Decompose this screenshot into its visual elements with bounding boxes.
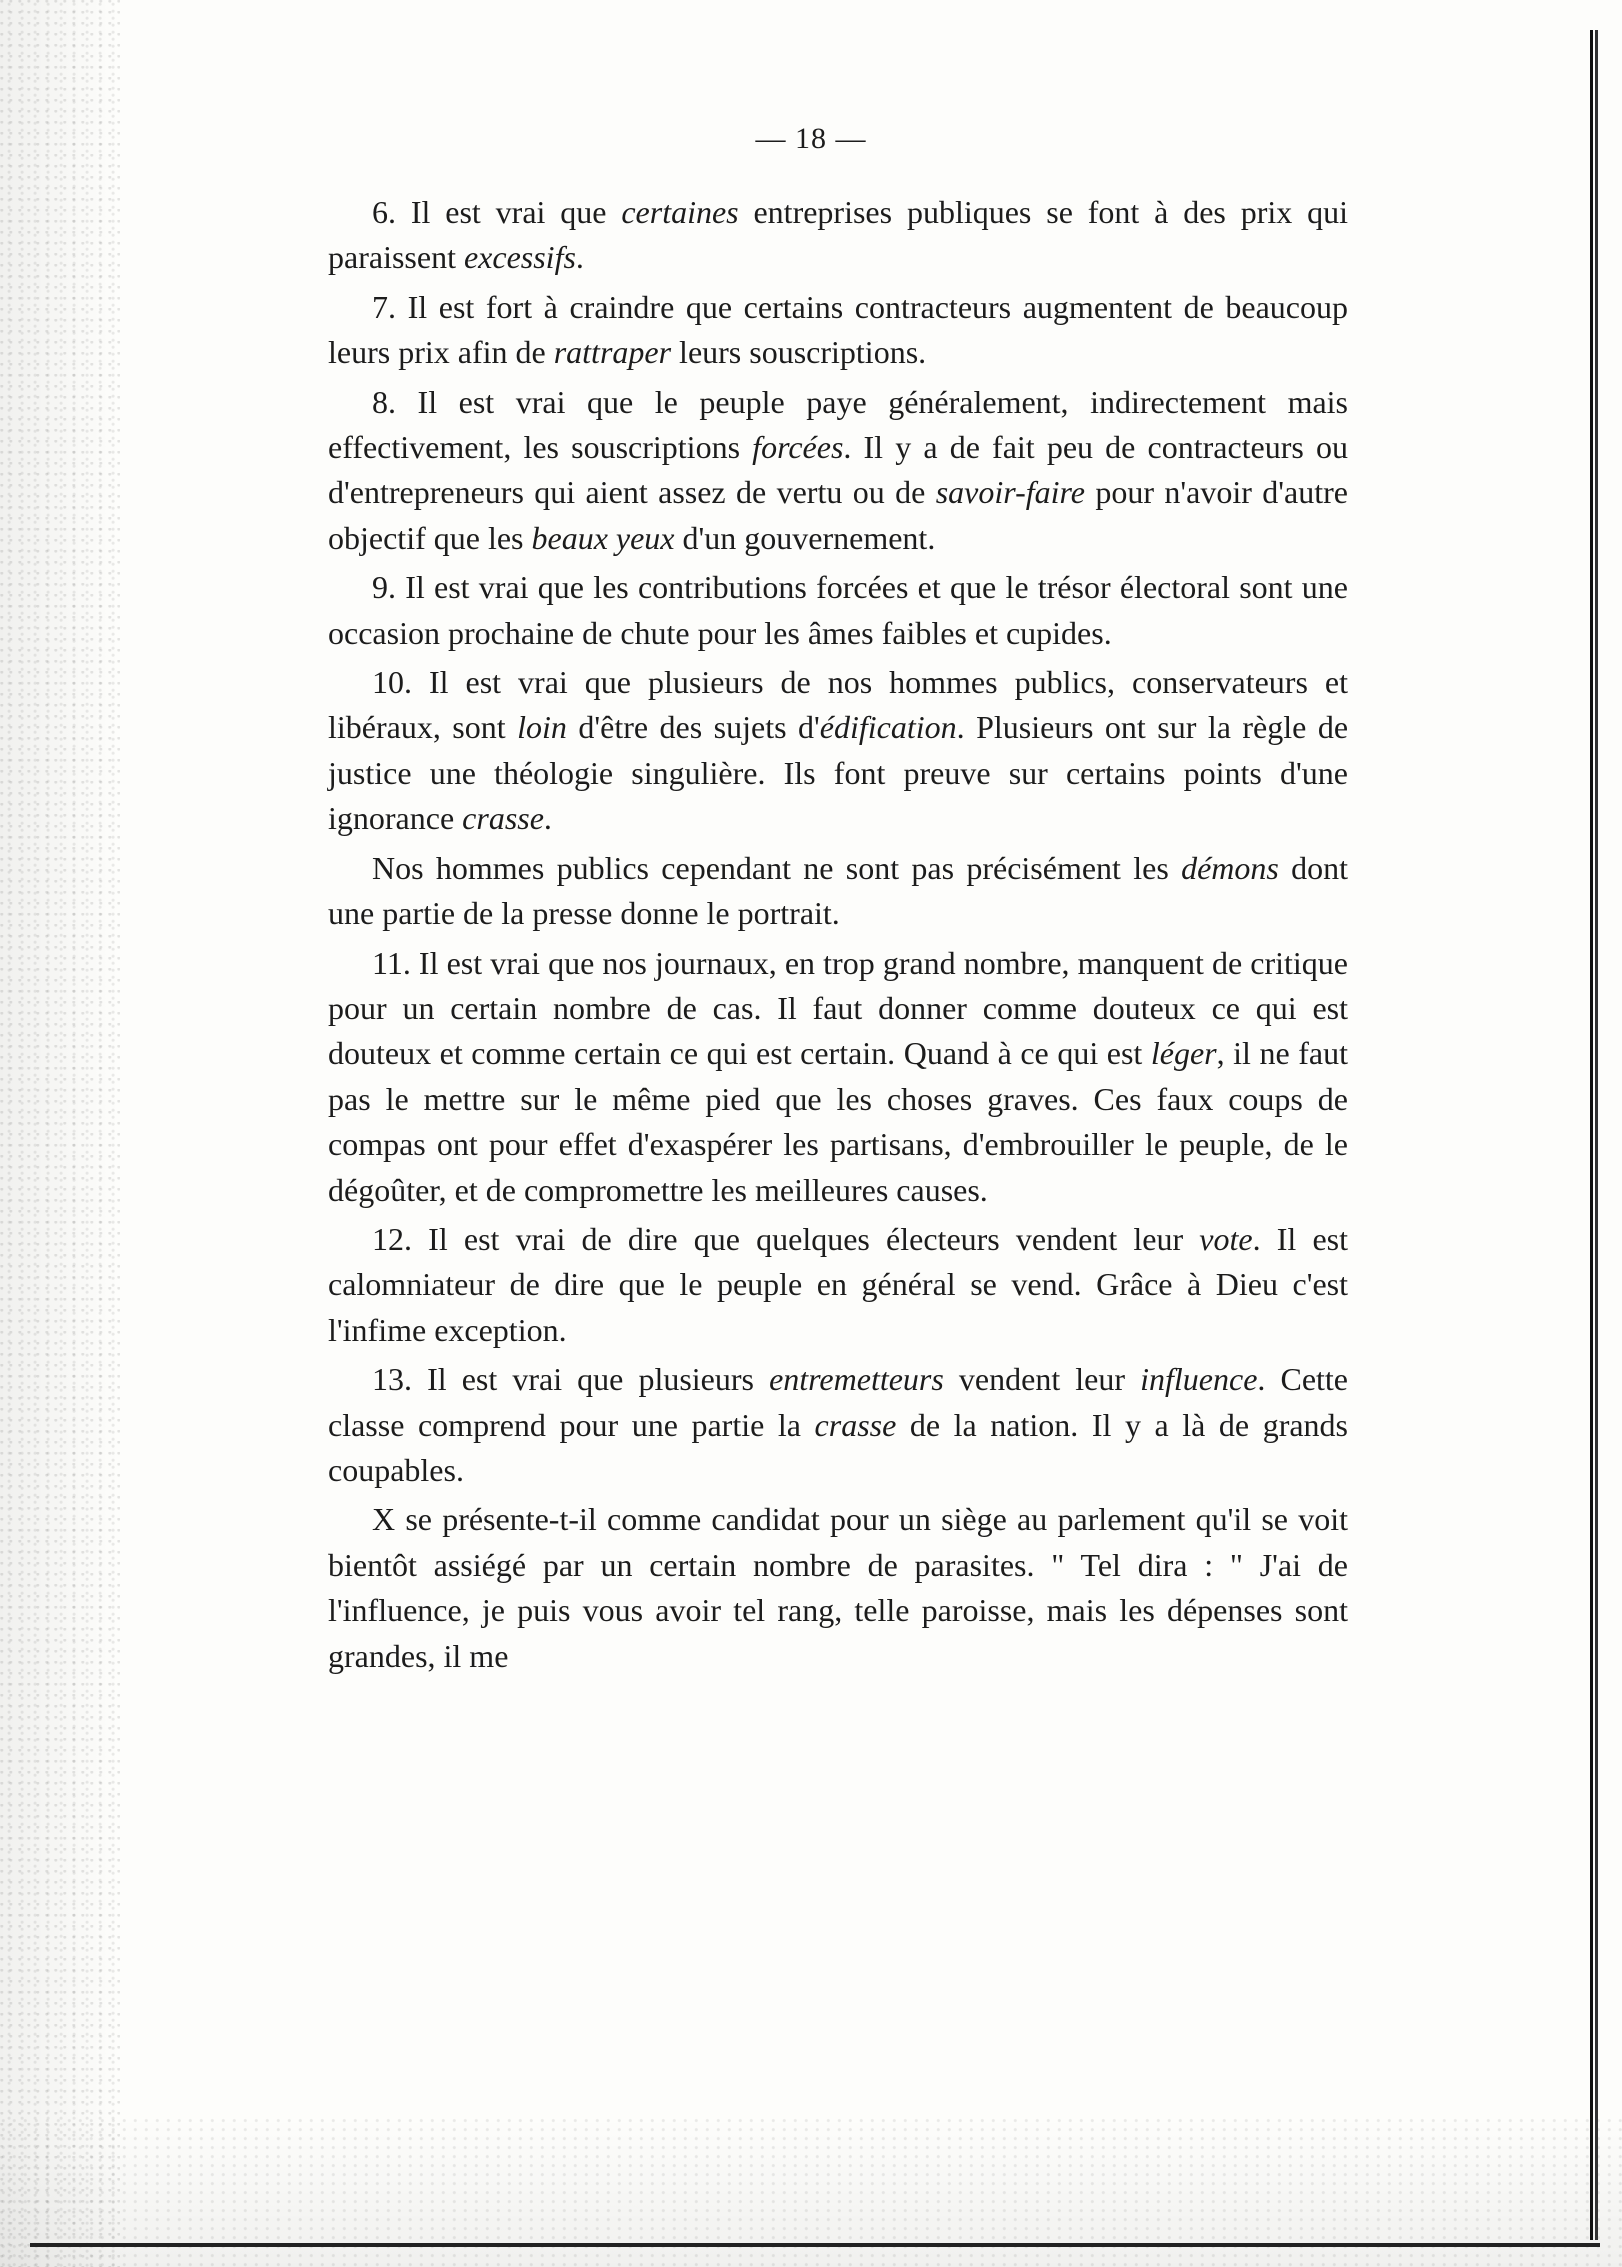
- text-run: 12. Il est vrai de dire que quelques électeurs vendent leur: [372, 1220, 1200, 1257]
- text-run: 9. Il est vrai que les contributions forcées et que le trésor électoral sont une occasion prochaine de chute pour les âmes faibles et cupides.: [328, 569, 1348, 651]
- paragraph: [328, 190, 1348, 281]
- text-run: d'être des sujets d': [566, 709, 820, 746]
- italic-text: crasse: [462, 800, 544, 837]
- paragraph: [328, 285, 1348, 376]
- text-run: . Cette classe comprend pour une partie la: [328, 1361, 1348, 1443]
- text-run: pour n'avoir d'autre objectif que les: [328, 474, 1349, 556]
- italic-text: démons: [1181, 849, 1279, 886]
- italic-text: loin: [517, 709, 567, 746]
- text-run: de la nation. Il y a là de grands coupables.: [328, 1406, 1348, 1488]
- text-run: 6. Il est vrai que: [372, 194, 622, 230]
- bottom-edge-line: [30, 2243, 1600, 2247]
- text-run: leurs souscriptions.: [671, 334, 927, 371]
- text-run: . Plusieurs ont sur la règle de justice une théologie singulière. Ils font preuve sur certains points d'une ignorance: [328, 709, 1349, 837]
- italic-text: forcées: [752, 429, 844, 466]
- italic-text: entremetteurs: [769, 1361, 944, 1398]
- text-run: . Il est calomniateur de dire que le peuple en général se vend. Grâce à Dieu c'est l'infime exception.: [328, 1220, 1349, 1348]
- body-text: [328, 190, 1348, 1679]
- italic-text: certaines: [621, 194, 739, 230]
- text-run: dont une partie de la presse donne le portrait.: [328, 849, 1349, 932]
- binding-edge-line: [1590, 30, 1598, 2240]
- italic-text: beaux yeux: [531, 519, 675, 556]
- paragraph: [328, 941, 1348, 1213]
- paragraph: [328, 846, 1348, 937]
- text-run: X se présente-t-il comme candidat pour un siège au parlement qu'il se voit bientôt assiégé par un certain nombre de parasites. " Tel dira : " J'ai de l'influence, je puis vous avoir tel rang, telle paroisse, mais les dépenses sont grandes, il me: [328, 1501, 1348, 1674]
- paragraph: [328, 380, 1348, 562]
- text-run: 10. Il est vrai que plusieurs de nos hommes publics, conservateurs et libéraux, sont: [328, 664, 1348, 746]
- text-run: 8. Il est vrai que le peuple paye généralement, indirectement mais effectivement, les souscriptions: [328, 383, 1348, 466]
- text-run: 11. Il est vrai que nos journaux, en trop grand nombre, manquent de critique pour un certain nombre de cas. Il faut donner comme douteux ce qui est douteux et comme certain ce qui est certain. Quand à ce qui est: [328, 944, 1348, 1072]
- paragraph: [328, 660, 1348, 842]
- text-run: . Il y a de fait peu de contracteurs ou d'entrepreneurs qui aient assez de vertu ou de: [328, 429, 1349, 511]
- italic-text: rattraper: [553, 334, 672, 371]
- italic-text: excessifs: [463, 239, 576, 276]
- paragraph: [328, 1217, 1348, 1353]
- text-run: entreprises publiques se font à des prix qui paraissent: [328, 194, 1349, 276]
- text-run: 13. Il est vrai que plusieurs: [372, 1361, 770, 1398]
- margin-speckle: [0, 0, 120, 2267]
- italic-text: influence: [1140, 1361, 1258, 1398]
- italic-text: édification: [819, 709, 957, 746]
- text-run: vendent leur: [943, 1361, 1141, 1398]
- paragraph: [328, 565, 1348, 656]
- page-number: — 18 —: [755, 122, 867, 155]
- text-run: .: [575, 239, 584, 276]
- text-run: .: [543, 800, 552, 837]
- text-run: d'un gouvernement.: [674, 519, 936, 556]
- paragraph: [328, 1497, 1348, 1679]
- paragraph: [328, 1357, 1348, 1493]
- text-run: , il ne faut pas le mettre sur le même pied que les choses graves. Ces faux coups de compas ont pour effet d'exaspérer les partisans, d'embrouiller le peuple, de le dégoûter, et de compromettre les meilleures causes.: [328, 1035, 1349, 1208]
- italic-text: savoir-faire: [935, 474, 1085, 511]
- text-run: Nos hommes publics cependant ne sont pas précisément les: [372, 849, 1182, 886]
- italic-text: léger: [1150, 1035, 1217, 1072]
- italic-text: crasse: [814, 1406, 897, 1443]
- italic-text: vote: [1199, 1220, 1253, 1257]
- text-run: 7. Il est fort à craindre que certains contracteurs augmentent de beaucoup leurs prix afin de: [328, 288, 1348, 371]
